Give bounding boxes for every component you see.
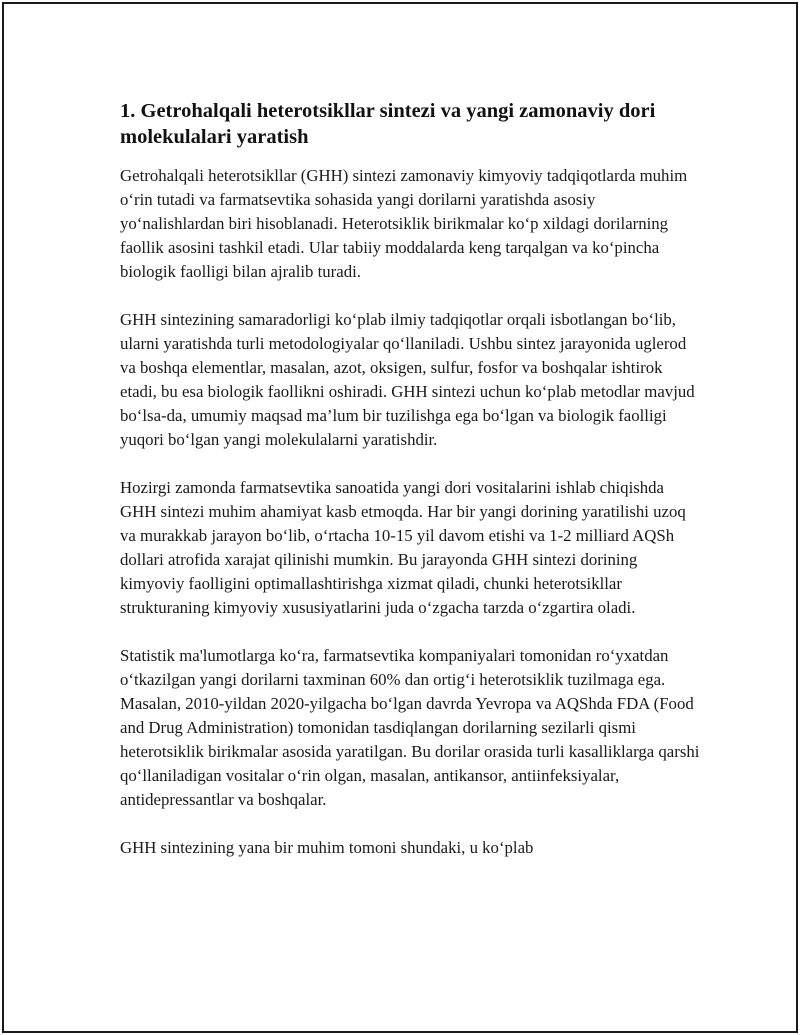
section-heading: 1. Getrohalqali heterotsikllar sintezi va yangi zamonaviy dori molekulalari yaratish	[120, 100, 656, 148]
paragraph-continued: GHH sintezining yana bir muhim tomoni shundaki, u ko‘plab	[120, 838, 534, 857]
paragraph-statistics: Statistik ma'lumotlarga ko‘ra, farmatsevtika kompaniyalari tomonidan ro‘yxatdan o‘tkazilgan yangi dorilarni taxminan 60% dan ortig‘i heterotsiklik tuzilmaga ega. Masalan, 2010-yildan 2020-yilgacha bo‘lgan davrda Yevropa va AQShda FDA (Food and Drug Administration) tomonidan tasdiqlangan dorilarning sezilarli qismi heterotsiklik birikmalar asosida yaratilgan. Bu dorilar orasida turli kasalliklarga qarshi qo‘llaniladigan vositalar o‘rin olgan, masalan, antikansor, antiinfeksiyalar, antidepressantlar va boshqalar.	[120, 646, 700, 809]
document-page	[2, 2, 798, 1033]
paragraph-efficiency: GHH sintezining samaradorligi ko‘plab ilmiy tadqiqotlar orqali isbotlangan bo‘lib, ularni yaratishda turli metodologiyalar qo‘llaniladi. Ushbu sintez jarayonida uglerod va boshqa elementlar, masalan, azot, oksigen, sulfur, fosfor va boshqalar ishtirok etadi, bu esa biologik faollikni oshiradi. GHH sintezi uchun ko‘plab metodlar mavjud bo‘lsa-da, umumiy maqsad ma’lum bir tuzilishga ega bo‘lgan va biologik faolligi yuqori bo‘lgan yangi molekulalarni yaratishdir.	[120, 310, 695, 449]
paragraph-industry: Hozirgi zamonda farmatsevtika sanoatida yangi dori vositalarini ishlab chiqishda GHH sintezi muhim ahamiyat kasb etmoqda. Har bir yangi dorining yaratilishi uzoq va murakkab jarayon bo‘lib, o‘rtacha 10-15 yil davom etishi va 1-2 milliard AQSh dollari atrofida xarajat qilinishi mumkin. Bu jarayonda GHH sintezi dorining kimyoviy faolligini optimallashtirishga xizmat qiladi, chunki heterotsikllar strukturaning kimyoviy xususiyatlarini juda o‘zgacha tarzda o‘zgartira oladi.	[120, 478, 686, 617]
document-content	[120, 98, 700, 884]
paragraph-intro: Getrohalqali heterotsikllar (GHH) sintezi zamonaviy kimyoviy tadqiqotlarda muhim o‘rin tutadi va farmatsevtika sohasida yangi dorilarni yaratishda asosiy yo‘nalishlardan biri hisoblanadi. Heterotsiklik birikmalar ko‘p xildagi dorilarning faollik asosini tashkil etadi. Ular tabiiy moddalarda keng tarqalgan va ko‘pincha biologik faolligi bilan ajralib turadi.	[120, 166, 688, 281]
